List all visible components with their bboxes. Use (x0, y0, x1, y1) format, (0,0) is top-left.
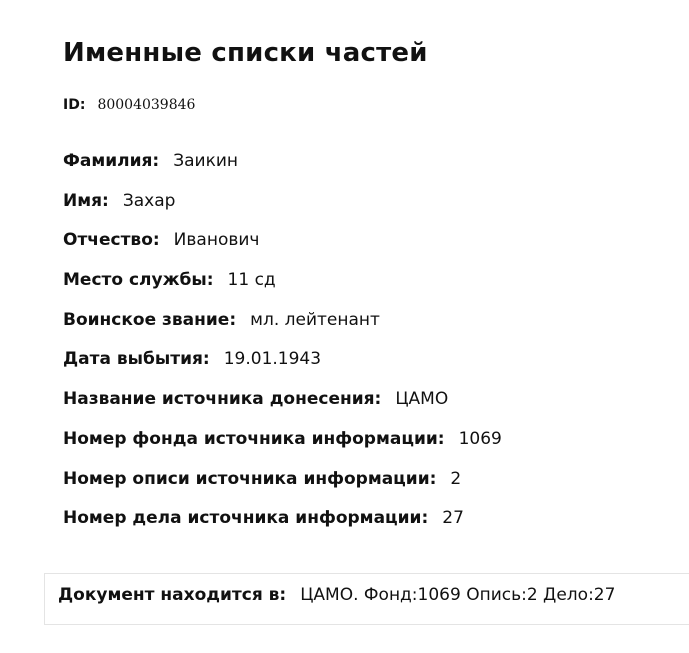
field-value: 27 (442, 508, 464, 529)
document-location (58, 584, 615, 606)
record-id-value: 80004039846 (97, 97, 196, 113)
field-surname (63, 150, 502, 190)
field-label: Номер дела источника информации: (63, 508, 429, 529)
field-departure-date (63, 348, 502, 388)
field-label: Номер фонда источника информации: (63, 428, 445, 449)
field-patronymic (63, 229, 502, 269)
field-value: ЦАМО (395, 389, 449, 410)
field-label: Дата выбытия: (63, 349, 210, 370)
field-label: Фамилия: (63, 151, 160, 171)
field-label: Имя: (63, 190, 109, 211)
field-place-of-service (63, 269, 502, 309)
field-inventory-number (63, 468, 502, 508)
field-military-rank (63, 309, 502, 349)
field-value: 19.01.1943 (223, 349, 322, 370)
field-value: 1069 (458, 428, 502, 449)
record-id-row (63, 97, 195, 113)
record-fields-list (63, 150, 502, 547)
field-value: Захар (122, 190, 176, 211)
record-id-label: ID: (63, 97, 86, 113)
field-label: Отчество: (63, 230, 160, 251)
field-fond-number (63, 428, 502, 468)
field-label: Название источника донесения: (63, 389, 382, 410)
document-location-label: Документ находится в: (58, 585, 287, 605)
page-title: Именные списки частей (63, 38, 428, 68)
field-value: Заикин (173, 151, 239, 171)
field-label: Номер описи источника информации: (63, 468, 437, 489)
field-file-number (63, 507, 502, 547)
field-value: мл. лейтенант (250, 309, 380, 330)
document-location-box (44, 573, 689, 625)
document-location-value: ЦАМО. Фонд:1069 Опись:2 Дело:27 (300, 585, 616, 605)
field-value: Иванович (173, 230, 260, 251)
field-first-name (63, 190, 502, 230)
field-report-source-name (63, 388, 502, 428)
field-value: 2 (450, 468, 462, 489)
field-label: Место службы: (63, 270, 214, 291)
field-value: 11 сд (227, 270, 276, 291)
field-label: Воинское звание: (63, 309, 237, 330)
